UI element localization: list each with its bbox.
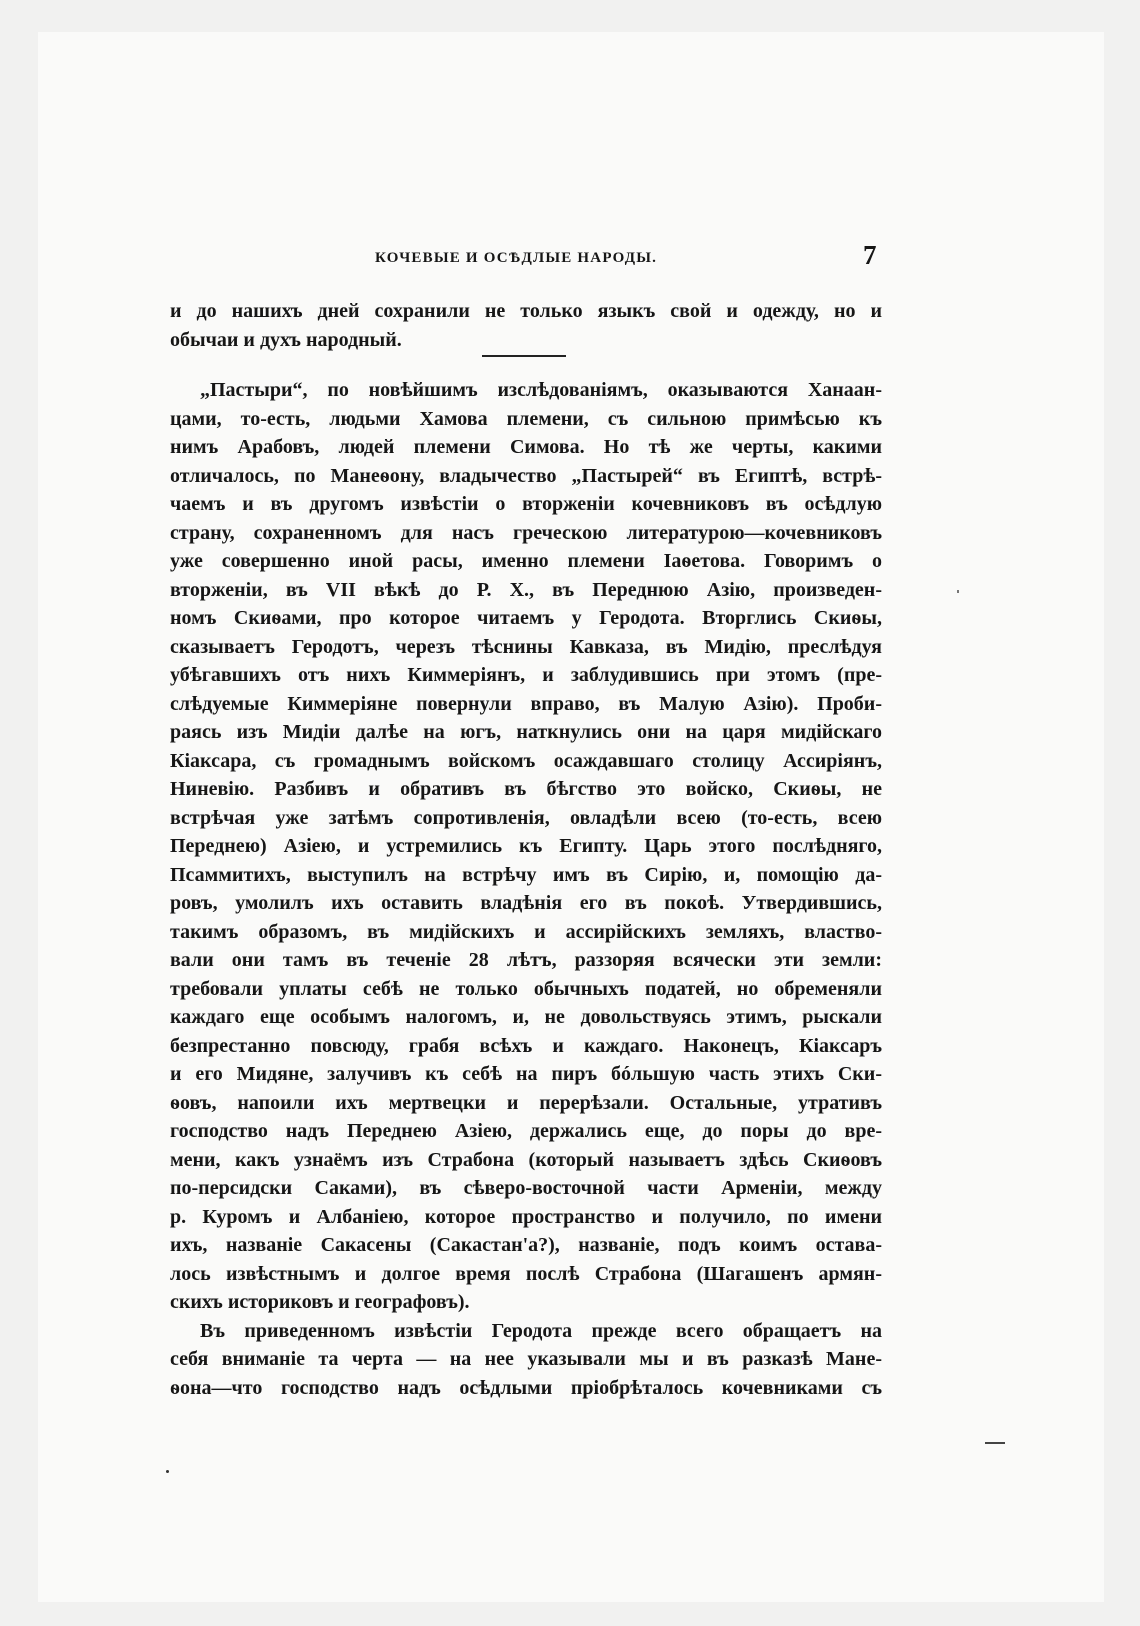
page-number: 7 (863, 240, 877, 270)
text-line: уже совершенно иной расы, именно племени Іаѳетова. Говоримъ о (170, 550, 882, 572)
text-line: Въ приведенномъ извѣстіи Геродота прежде всего обращаетъ на (200, 1319, 882, 1342)
text-line: встрѣчая уже затѣмъ сопротивленія, овладѣли всею (то-есть, всею (170, 806, 882, 829)
text-line: раясь изъ Мидіи далѣе на югъ, наткнулись они на царя мидійскаго (170, 721, 882, 743)
scan-speck (957, 590, 959, 593)
text-line: номъ Скиѳами, про которое читаемъ у Геродота. Вторглись Скиѳы, (170, 607, 882, 629)
text-line: и его Мидяне, залучивъ къ себѣ на пиръ бóльшую часть этихъ Ски- (170, 1063, 882, 1085)
paragraph (170, 1317, 882, 1403)
text-line: слѣдуемые Киммеріяне повернули вправо, въ Малую Азію). Проби- (170, 692, 882, 715)
text-line: чаемъ и въ другомъ извѣстіи о вторженіи кочевниковъ въ осѣдлую (170, 493, 882, 515)
text-line: скихъ историковъ и географовъ). (170, 1291, 470, 1313)
text-line: Кіаксара, съ громаднымъ войскомъ осаждавшаго столицу Ассиріянъ, (170, 749, 882, 772)
scan-mark (985, 1442, 1005, 1444)
text-line: нимъ Арабовъ, людей племени Симова. Но тѣ же черты, какими (170, 436, 882, 458)
text-line: безпрестанно повсюду, грабя всѣхъ и каждаго. Наконецъ, Кіаксаръ (170, 1034, 882, 1057)
text-line: Псаммитихъ, выступилъ на встрѣчу имъ въ Сирію, и, помощію да- (170, 863, 882, 886)
text-line: „Пастыри“, по новѣйшимъ изслѣдованіямъ, оказываются Ханаан- (200, 379, 882, 401)
text-line: убѣгавшихъ отъ нихъ Киммеріянъ, и заблудившись при этомъ (пре- (170, 664, 882, 686)
body-text (170, 297, 882, 1402)
text-line: р. Куромъ и Албаніею, которое пространство и получило, по имени (170, 1205, 882, 1228)
text-line: отличалось, по Манеѳону, владычество „Пастырей“ въ Египтѣ, встрѣ- (170, 464, 882, 487)
text-line: ѳона—что господство надъ осѣдлыми пріобрѣталось кочевниками съ (170, 1376, 882, 1399)
text-line: ѳовъ, напоили ихъ мертвецки и перерѣзали. Остальные, утративъ (170, 1091, 882, 1114)
text-line: такимъ образомъ, въ мидійскихъ и ассирійскихъ земляхъ, властво- (170, 920, 882, 943)
text-line: мени, какъ узнаёмъ изъ Страбона (который называетъ здѣсь Скиѳовъ (170, 1148, 882, 1171)
section-separator (482, 355, 566, 357)
text-line: Ниневію. Разбивъ и обративъ въ бѣгство это войско, Скиѳы, не (170, 778, 882, 800)
text-line: Переднею) Азіею, и устремились къ Египту. Царь этого послѣдняго, (170, 835, 882, 857)
running-title: КОЧЕВЫЕ И ОСѢДЛЫЕ НАРОДЫ. (375, 250, 658, 266)
paragraph (170, 376, 882, 1317)
text-line: господство надъ Переднею Азіею, держались еще, до поры до вре- (170, 1120, 882, 1142)
scan-dot (166, 1470, 169, 1473)
text-line: требовали уплаты себѣ не только обычныхъ податей, но обременяли (170, 977, 882, 1000)
text-line: каждаго еще особымъ налогомъ, и, не довольствуясь этимъ, рыскали (170, 1006, 882, 1028)
text-line: цами, то-есть, людьми Хамова племени, съ сильною примѣсью къ (170, 407, 882, 430)
text-line: ихъ, названіе Сакасены (Сакастан'а?), названіе, подъ коимъ остава- (170, 1234, 882, 1256)
text-line: вторженіи, въ VII вѣкѣ до Р. Х., въ Переднюю Азію, произведен- (170, 578, 882, 601)
text-line: лось извѣстнымъ и долгое время послѣ Страбона (Шагашенъ армян- (170, 1262, 882, 1285)
text-line: вали они тамъ въ теченіе 28 лѣтъ, раззоряя всячески эти земли: (170, 949, 882, 971)
text-line: по-персидски Саками), въ сѣверо-восточной части Арменіи, между (170, 1177, 882, 1199)
text-line: сказываетъ Геродотъ, черезъ тѣснины Кавказа, въ Мидію, преслѣдуя (170, 635, 882, 658)
text-line: себя вниманіе та черта — на нее указывали мы и въ разказѣ Мане- (170, 1348, 882, 1370)
text-line: ровъ, умолилъ ихъ оставить владѣнія его въ покоѣ. Утвердившись, (170, 892, 882, 914)
text-line: и до нашихъ дней сохранили не только языкъ свой и одежду, но и (170, 300, 882, 322)
text-line: страну, сохраненномъ для насъ греческою литературою—кочевниковъ (170, 521, 882, 544)
text-line: обычаи и духъ народный. (170, 328, 402, 351)
